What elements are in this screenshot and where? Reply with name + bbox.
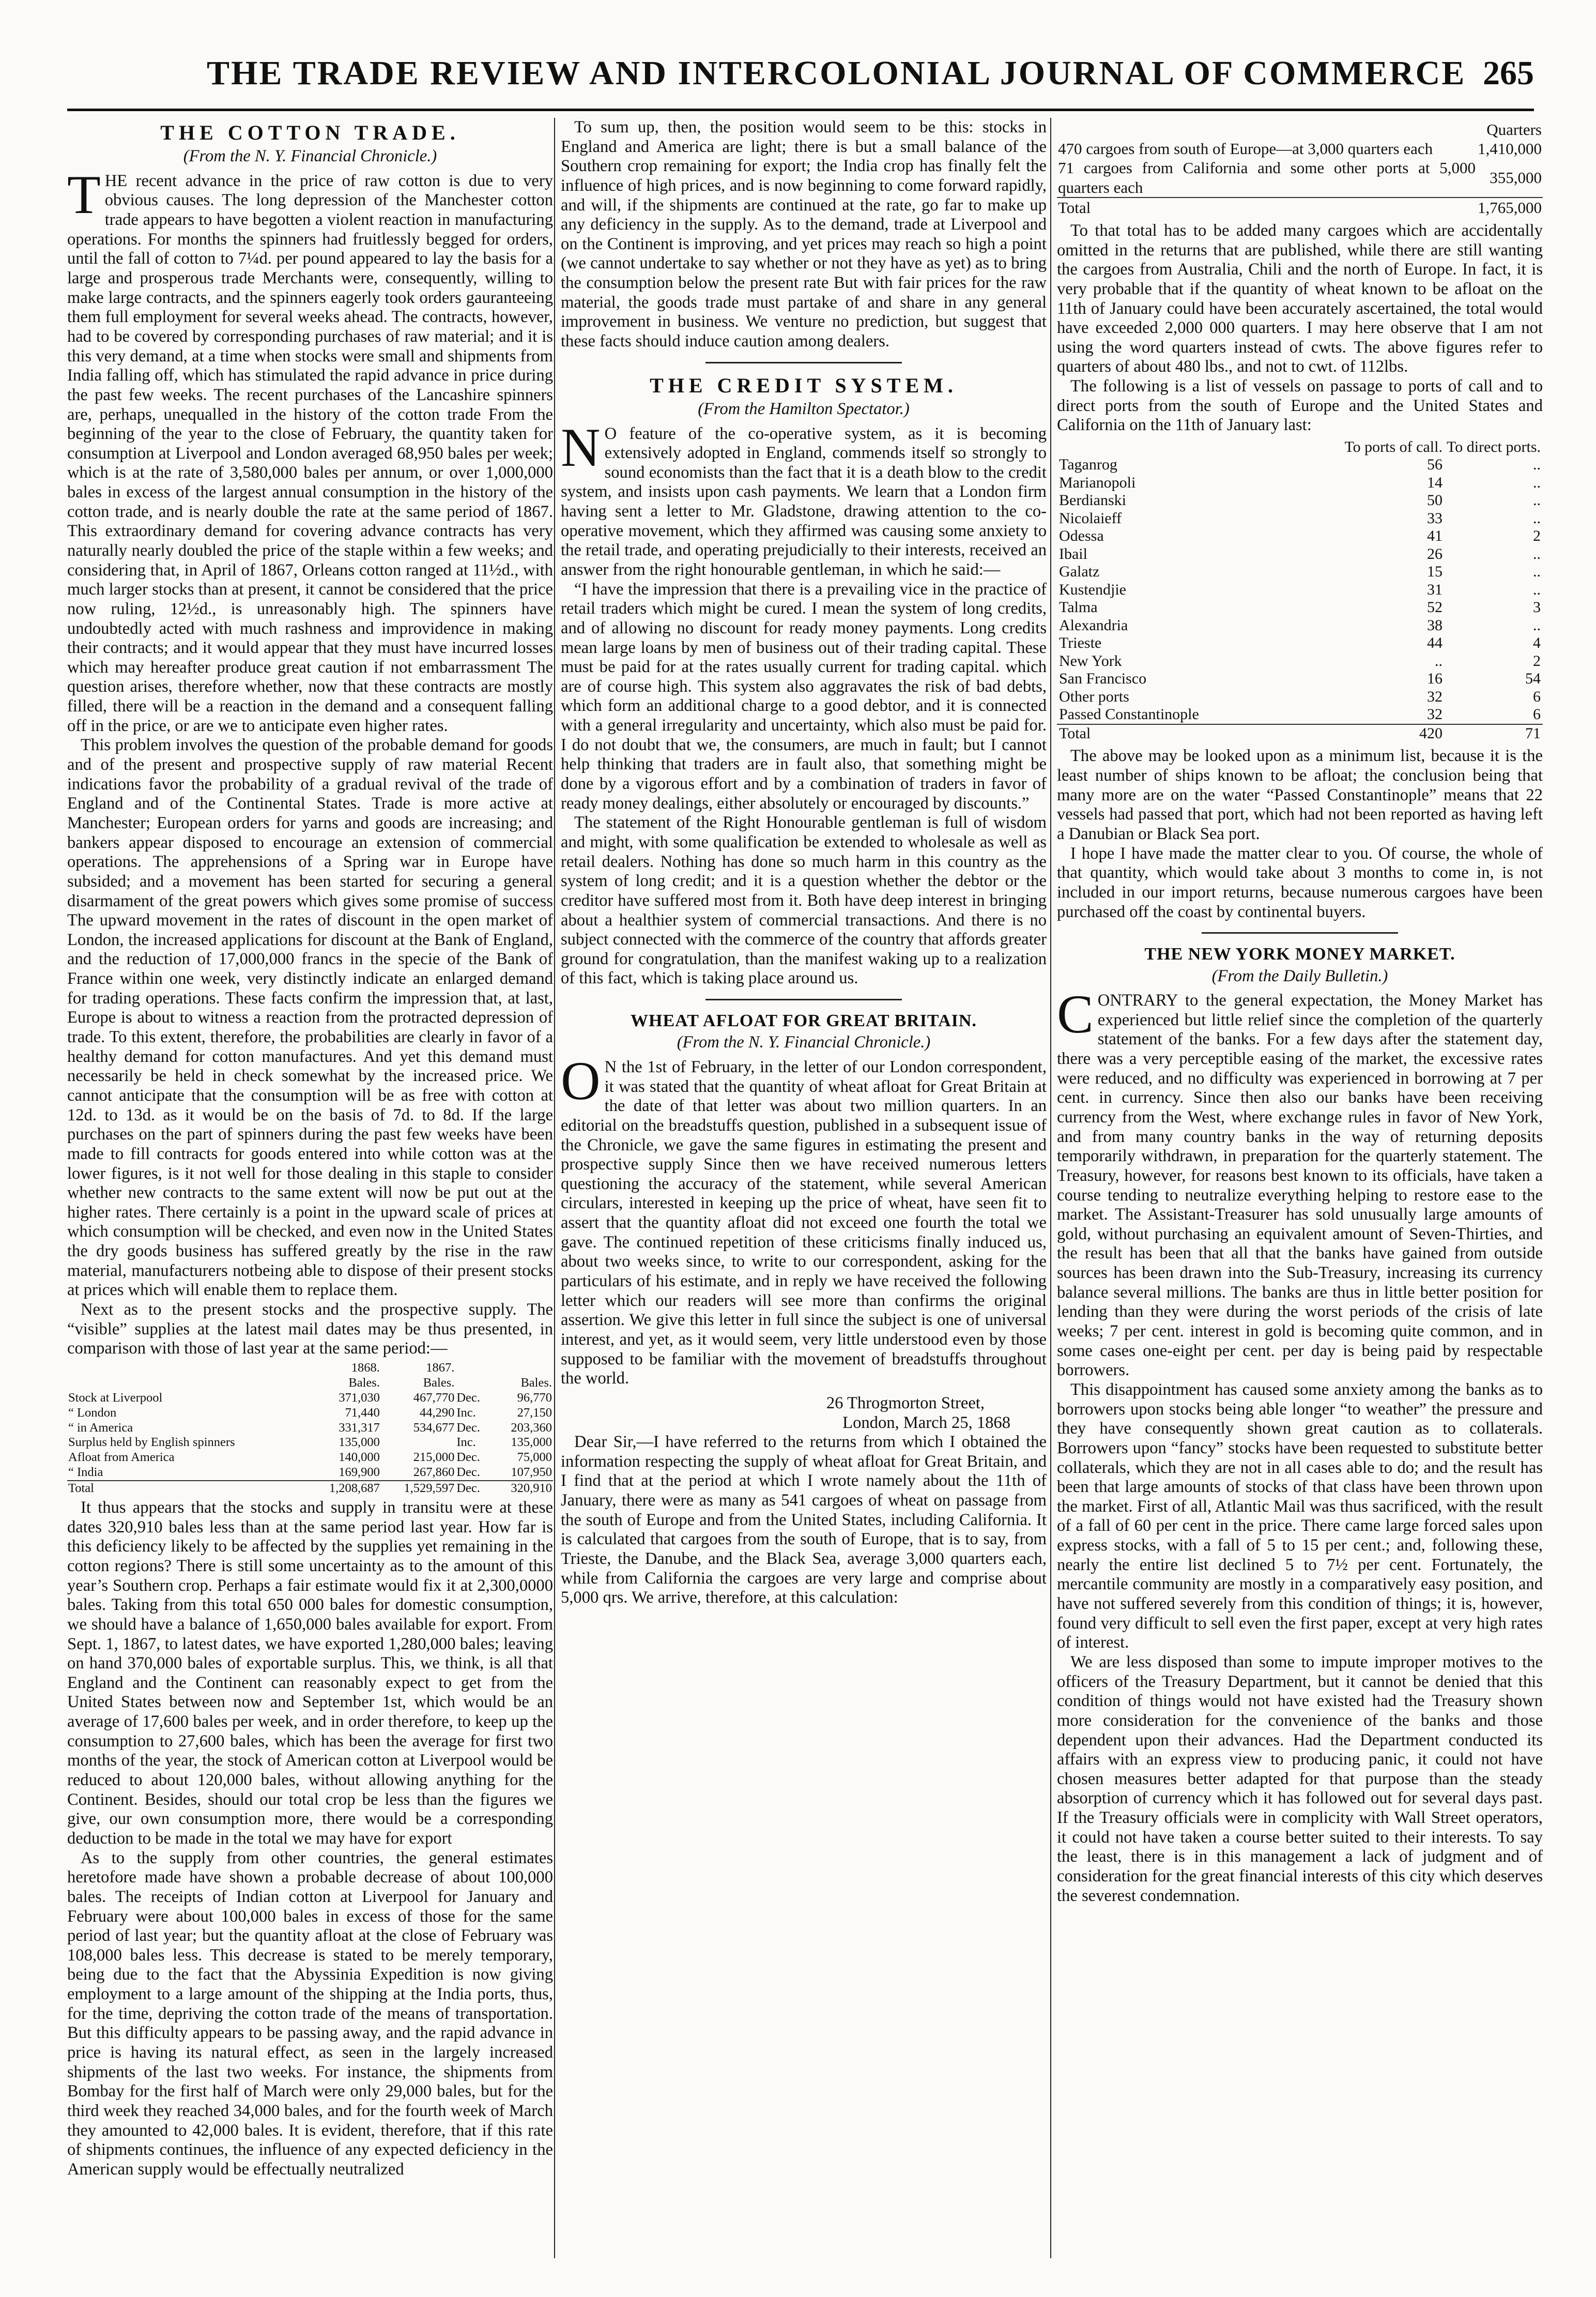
- wheat-paragraph-1: O N the 1st of February, in the letter of our London correspondent, it was stated that the quantity of wheat afloat for Great Britain at the date of that letter was about two million quarters. In an editorial on the breadstuffs question, published in a subsequent issue of the Chronicle, we gave the same figures in estimating the present and prospective supply Since then we have received numerous letters questioning the accuracy of the statement, while several American circulars, interested in keeping up the price of wheat, have seen fit to assert that the quantity afloat did not exceed one fourth the total we gave. The continued repetition of these criticisms finally induced us, about two weeks since, to write to our correspondent, asking for the particulars of his estimate, and in reply we have received the following letter which our readers will see more than confirms the original assertion. We give this letter in full since the subject is one of universal interest, and yet, as it would seem, very little understood even by those supposed to be familiar with the movement of breadstuffs throughout the world.: [561, 1051, 1047, 1388]
- credit-paragraph-2: “I have the impression that there is a prevailing vice in the practice of retail traders which might be cured. I mean the system of long credits, and of allowing no discount for ready money payments. Long credits mean large loans by men of business out of their trading capital. These must be paid for at the rates usually current for trading capital. which are of course high. This system also aggravates the risk of bad debts, which form an additional charge to a good debtor, and it is connected with a general irregularity and uncertainty, which also must be paid for. I do not doubt that we, the consumers, are much in fault; but I cannot help thinking that traders are in fault also, that something might be done by a vigorous effort and by a combination of traders in favor of ready money dealings, either absolutely or encouraged by discounts.”: [561, 580, 1047, 813]
- vessel-port-row: Ibail 26 ..: [1059, 545, 1541, 562]
- cotton-table-row: “ in America 331,317 534,677 Dec. 203,360: [68, 1420, 552, 1435]
- vessel-port-row: Berdianski 50 ..: [1059, 492, 1541, 509]
- page-number: 265: [1483, 54, 1534, 92]
- wheat-dropcap: O: [561, 1051, 601, 1111]
- section-divider: [705, 999, 902, 1000]
- vessel-port-row: Alexandria 38 ..: [1059, 616, 1541, 634]
- cotton-paragraph-6: To sum up, then, the position would seem to be this: stocks in England and America are light; there is but a small balance of the Southern crop remaining for export; the India crop has finally felt the influence of high prices, and is now beginning to come forward rapidly, and will, if the shipments are continued at the rate, go far to make up any deficiency in the supply. As to the demand, trade at Liverpool and on the Continent is improving, and yet prices may reach so high a point (we cannot undertake to say whether or not they have as yet) as to bring the consumption below the present rate But with fair prices for the raw material, the goods trade must partake of and share in any general improvement in business. We venture no prediction, but suggest that these facts should induce caution among dealers.: [561, 118, 1047, 351]
- vessel-port-row: Passed Constantinople 32 6: [1059, 706, 1541, 723]
- column-3: [1057, 118, 1543, 2263]
- vessel-port-row: San Francisco 16 54: [1059, 670, 1541, 688]
- cotton-paragraph-5: As to the supply from other countries, the general estimates heretofore made have shown a probable decrease of about 100,000 bales. The receipts of Indian cotton at Liverpool for January and February were about 100,000 bales in excess of those for the same period of last year; but the quantity afloat at the close of February was 108,000 bales less. This decrease is stated to be merely temporary, being due to the fact that the Abyssinia Expedition is now giving employment to a large amount of the shipping at the India ports, thus, for the time, depriving the cotton trade of the means of transportation. But this difficulty appears to be passing away, and the rapid advance in price is having its natural effect, as seen in the largely increased shipments of the last two weeks. For instance, the shipments from Bombay for the first half of March were only 29,000 bales, but for the third week they reached 34,000 bales, and for the fourth week of March they amounted to 42,000 bales. It is evident, therefore, that if this rate of shipments continues, the influence of any expected deficiency in the American supply would be effectually neutralized: [67, 1848, 553, 2179]
- wheat-source: (From the N. Y. Financial Chronicle.): [677, 1033, 931, 1052]
- vessel-port-row: Trieste 44 4: [1059, 634, 1541, 652]
- money-source: (From the Daily Bulletin.): [1211, 966, 1388, 985]
- credit-paragraph-1: N O feature of the co-operative system, as it is becoming extensively adopted in England, commends itself so strongly to sound economists than the fact that it is a death blow to the credit system, and insists upon cash payments. We learn that a London firm having sent a letter to Mr. Gladstone, drawing attention to the co-operative movement, which they affirmed was causing some anxiety to the retail trade, and operating prejudicially to their interests, received an answer from the right honourable gentleman, in which he said:—: [561, 417, 1047, 579]
- cotton-paragraph-4: It thus appears that the stocks and supply in transitu were at these dates 320,910 bales less than at the same period last year. How far is this deficiency likely to be affected by the supplies yet remaining in the cotton regions? There is still some uncertainty as to the amount of this year’s Southern crop. Perhaps a fair estimate would fix it at 2,300,0000 bales. Taking from this total 650 000 bales for domestic consumption, we should have a balance of 1,650,000 bales available for export. From Sept. 1, 1867, to latest dates, we have exported 1,280,000 bales; leaving on hand 370,000 bales of exportable surplus. This, we think, is all that England and the Continent can reasonably expect to get from the United States between now and September 1st, which would be an average of 17,600 bales per week, and in order therefore, to keep up the consumption to 27,600 bales, which has been the average for first two months of the year, the stock of American cotton at Liverpool would be reduced to about 120,000 bales, without allowing anything for the Continent. Besides, should our total crop be less than the figures we give, our own consumption more, there would be a corresponding deduction to be made in the total we may have for export: [67, 1498, 553, 1848]
- vessel-port-row: Talma 52 3: [1059, 599, 1541, 616]
- cotton-paragraph-2: This problem involves the question of the probable demand for goods and of the present and prospective supply of raw material Recent indications favor the probability of a gradual revival of the trade of England and of the Continental States. Trade is more active at Manchester; European orders for yarns and goods are increasing; and bankers appear disposed to encourage an extension of commercial operations. The apprehensions of a Spring war in Europe have subsided; and a movement has been started for securing a general disarmament of the great powers which gives some promise of success The upward movement in the rates of discount in the open market of London, the increased applications for discount at the Bank of England, and the reduction of 17,000,000 francs in the specie of the Bank of France within one week, very distinctly indicate an enlarged demand for trading operations. These facts confirm the impression that, at last, Europe is about to witness a reaction from the protracted depression of trade. To this extent, therefore, the probabilities are clearly in favor of a healthy demand for cotton manufactures. And yet this demand must necessarily be held in check somewhat by the increased price. We cannot anticipate that the consumption will be as free with cotton at 12d. to 13d. as it would be on the basis of 7d. to 8d. If the large purchases on the part of spinners during the past few weeks have been made to fill contracts for goods entered into while cotton was at the lower figures, is it not well for those dealing in this staple to consider whether new contracts to the same extent will now be put out at the higher rates. There certainly is a point in the upward scale of prices at which consumption will be checked, and even now in the United States the dry goods business has suffered greatly by the rise in the raw material, manufacturers notbeing able to dispose of their present stocks at prices which will enable them to replace them.: [67, 736, 553, 1300]
- cotton-table-row: Surplus held by English spinners 135,000 Inc. 135,000: [68, 1435, 552, 1450]
- credit-source: (From the Hamilton Spectator.): [698, 399, 910, 418]
- cotton-heading: THE COTTON TRADE.: [160, 121, 460, 144]
- letter-address: 26 Throgmorton Street,: [826, 1393, 985, 1412]
- cotton-table-row: Stock at Liverpool 371,030 467,770 Dec. 96,770: [68, 1390, 552, 1405]
- column-rule-1: [554, 118, 555, 2258]
- vessel-port-row: Galatz 15 ..: [1059, 563, 1541, 581]
- money-paragraph-2: This disappointment has caused some anxiety among the banks as to borrowers upon stocks being able longer “to weather” the pressure and they have consequently shown great caution as to collaterals. Borrowers upon “fancy” stocks have been requested to substitute better collaterals, which they are not in all cases able to do; and the result has been that large amounts of stocks of that class have been thrown upon the market. First of all, Atlantic Mail was thus sacrificed, with the result of a fall of 60 per cent in the price. There came large forced sales upon express stocks, with a fall of 5 to 15 per cent.; and, following these, nearly the entire list declined 5 to 7½ per cent. Fortunately, the mercantile community are mostly in a comparatively easy position, and have not suffered severely from this condition of things; it is, however, found very difficult to sell even the first paper, except at very high rates of interest.: [1057, 1380, 1543, 1652]
- wheat-paragraph-3: To that total has to be added many cargoes which are accidentally omitted in the returns that are published, while there are still wanting the cargoes from Australia, Chili and the north of Europe. In fact, it is very probable that if the quantity of wheat known to be afloat on the 11th of January could have been accurately ascertained, the total would have exceeded 2,000 000 quarters. I may here observe that I am not using the word quarters instead of cwts. The above figures refer to quarters of about 480 lbs., and not to cwt. of 112lbs.: [1057, 221, 1543, 376]
- money-paragraph-1: CONTRARY to the general expectation, the Money Market has experienced but little relief since the completion of the quarterly statement of the banks. For a few days after the statement day, there was a very perceptible easing of the market, the excessive rates were reduced, and no difficulty was experienced in borrowing at 7 per cent. in currency. Since then also our banks have been receiving currency from the West, where exchange rules in favor of New York, and from many country banks in the way of returning deposits temporarily withdrawn, in preparation for the quarterly statement. The Treasury, however, for reasons best known to its officials, have taken a course tending to neutralize everything helping to restore ease to the market. The Assistant-Treasurer has sold unusually large amounts of gold, without purchasing an equivalent amount of Seven-Thirties, and the result has been that all that the banks have gained from outside sources has been drawn into the Sub-Treasury, increasing its currency balance several millions. The banks are thus in little better position for lending than they were during the worst periods of the crisis of late weeks; 7 per cent. interest in gold is becoming quite common, and in some cases one-eight per cent. per day is being paid by respectable borrowers.: [1057, 984, 1543, 1380]
- money-paragraph-3: We are less disposed than some to impute improper motives to the officers of the Treasury Department, but it cannot be denied that this condition of things would not have existed had the Treasury shown more consideration for the convenience of the banks and those dependent upon their advances. Had the Department conducted its affairs with an express view to producing panic, it could not have chosen measures better adapted for that purpose than the steady absorption of currency which it has followed out for several days past. If the Treasury officials were in complicity with Wall Street operators, it could not have taken a course better suited to their interests. To say the least, there is in this management a lack of judgment and of consideration for the great financial interests of this city which deserves the severest condemnation.: [1057, 1652, 1543, 1905]
- money-heading: THE NEW YORK MONEY MARKET.: [1144, 945, 1455, 964]
- cotton-supply-table: 1868. 1867. Bales. Bales. Bales. Stock at Liverpool 371,030 467,770 Dec. 96,770 “ London 71,440 44,290 Inc. 27,150 “ in America 331,317 534,677 Dec. 203,360 Surplus held by English spinners 135,000 Inc. 135,000 Afloat from America 140,000 215,000 Dec. 75,000 “ India 169,900 267,860 Dec. 107,950 Total 1,208,687 1,529,597 Dec. 320,910: [68, 1360, 552, 1496]
- credit-heading: THE CREDIT SYSTEM.: [650, 373, 958, 397]
- cotton-table-row: Afloat from America 140,000 215,000 Dec. 75,000: [68, 1450, 552, 1465]
- wheat-heading: WHEAT AFLOAT FOR GREAT BRITAIN.: [631, 1011, 977, 1031]
- vessels-total: Total 420 71: [1057, 724, 1543, 743]
- vessel-port-row: Taganrog 56 ..: [1059, 456, 1541, 474]
- wheat-calculation-table: Quarters 470 cargoes from south of Europe—at 3,000 quarters each 1,410,000 71 cargoes from California and some other ports at 5,000 quarters each 355,000 Total 1,765,000: [1058, 120, 1542, 217]
- cotton-source: (From the N. Y. Financial Chronicle.): [183, 147, 437, 166]
- vessel-port-row: Odessa 41 2: [1059, 527, 1541, 545]
- running-header: [67, 52, 1534, 111]
- money-dropcap: C: [1057, 984, 1094, 1045]
- journal-title: THE TRADE REVIEW AND INTERCOLONIAL JOURNAL OF COMMERCE: [207, 54, 1466, 92]
- cotton-dropcap: T: [67, 164, 101, 225]
- section-divider: [705, 362, 902, 363]
- wheat-paragraph-5: The above may be looked upon as a minimum list, because it is the least number of ships known to be afloat; the conclusion being that many more are on the water “Passed Constantinople” means that 22 vessels had passed that port, which had not been reported as having left a Danubian or Black Sea port.: [1057, 747, 1543, 844]
- cotton-table-row: “ London 71,440 44,290 Inc. 27,150: [68, 1405, 552, 1420]
- vessels-table: To ports of call. To direct ports. Taganrog 56 .. Marianopoli 14 .. Berdianski 50 .. Nicolaieff 33 .. Odessa 41 2 Ibail 26 .. Galatz 15 .. Kustendjie 31 .. Talma 52 3 Alexandria 38 .. Trieste 44 4 New York .. 2 San Francisco 16 54 Other ports 32 6 Passed Constantinople 32 6 Total 420 71: [1057, 438, 1543, 743]
- calc-row: 470 cargoes from south of Europe—at 3,000 quarters each 1,410,000: [1058, 140, 1542, 158]
- calc-row: 71 cargoes from California and some other ports at 5,000 quarters each 355,000: [1058, 159, 1542, 196]
- wheat-paragraph-6: I hope I have made the matter clear to you. Of course, the whole of that quantity, which would take about 3 months to come in, is not included in our import returns, because numerous cargoes have been purchased off the coast by continental buyers.: [1057, 844, 1543, 921]
- wheat-paragraph-4: The following is a list of vessels on passage to ports of call and to direct ports from the south of Europe and the United States and California on the 11th of January last:: [1057, 377, 1543, 435]
- cotton-table-row: “ India 169,900 267,860 Dec. 107,950: [68, 1465, 552, 1480]
- vessel-port-row: Other ports 32 6: [1059, 688, 1541, 705]
- letter-dateline: London, March 25, 1868: [842, 1413, 1010, 1432]
- cotton-table-total: Total 1,208,687 1,529,597 Dec. 320,910: [68, 1481, 552, 1496]
- vessel-port-row: New York .. 2: [1059, 652, 1541, 670]
- column-1: [67, 118, 553, 2263]
- column-rule-2: [1050, 118, 1051, 2258]
- vessel-port-row: Marianopoli 14 ..: [1059, 474, 1541, 491]
- section-divider: [1202, 932, 1398, 934]
- cotton-paragraph-3: Next as to the present stocks and the prospective supply. The “visible” supplies at the latest mail dates may be thus presented, in comparison with those of last year at the same period:—: [67, 1300, 553, 1358]
- cotton-paragraph-1: THE recent advance in the price of raw cotton is due to very obvious causes. The long depression of the Manchester cotton trade appears to have begotten a violent reaction in manufacturing operations. For months the spinners had fruitlessly begged for orders, until the fall of cotton to 7¼d. per pound appeared to lay the basis for a large and prosperous trade Merchants were, consequently, willing to make large contracts, and the spinners eagerly took orders gauranteeing them full employment for several weeks ahead. The contracts, however, had to be covered by corresponding purchases of raw material; and it is this very demand, at a time when stocks were small and shipments from India falling off, which has stimulated the rapid advance in price during the past few weeks. The recent purchases of the Lancashire spinners are, perhaps, unequalled in the history of the cotton trade From the beginning of the year to the close of February, the quantity taken for consumption at Liverpool and London averaged 68,950 bales per week; which is at the rate of 3,580,000 bales per annum, or over 1,000,000 bales in excess of the largest annual consumption in the history of the cotton trade, and is nearly double the rate at the same period of 1867. This extraordinary demand for covering advance contracts has very naturally nearly doubled the price of the staple within a few weeks; and considering that, in April of 1867, Orleans cotton ranged at 11½d., with much larger stocks than at present, it cannot be considered that the price now ruling, 12½d., is unreasonably high. The spinners have undoubtedly acted with much rashness and improvidence in making their contracts; and it would appear that they must have incurred losses which may hereafter produce great caution if not embarrassment The question arises, therefore whether, now that these contracts are mostly filled, there will be a reaction in the demand and a consequent falling off in the price, or are we to anticipate even higher rates.: [67, 164, 553, 735]
- vessel-port-row: Nicolaieff 33 ..: [1059, 509, 1541, 527]
- column-2: [561, 118, 1047, 2263]
- vessel-port-row: Kustendjie 31 ..: [1059, 581, 1541, 598]
- credit-dropcap: N: [561, 417, 601, 478]
- credit-paragraph-3: The statement of the Right Honourable gentleman is full of wisdom and might, with some qualification be extended to wholesale as well as retail dealers. Nothing has done so much harm in this country as the system of long credit; and it is a question whether the debtor or the creditor have suffered most from it. Both have deep interest in bringing about a healthier system of commercial transactions. And there is no subject connected with the commerce of the country that affords greater ground for congratulation, than the manifest waking up to a realization of this fact, which is taking place around us.: [561, 813, 1047, 988]
- wheat-paragraph-2: Dear Sir,—I have referred to the returns from which I obtained the information respecting the supply of wheat afloat for Great Britain, and I find that at the period at which I wrote namely about the 11th of January, there were as many as 541 cargoes of wheat on passage from the south of Europe and from the United States, including California. It is calculated that cargoes from the south of Europe, that is to say, from Trieste, the Danube, and the Black Sea, average 3,000 quarters each, while from California the cargoes are very large and comprise about 5,000 qrs. We arrive, therefore, at this calculation:: [561, 1433, 1047, 1607]
